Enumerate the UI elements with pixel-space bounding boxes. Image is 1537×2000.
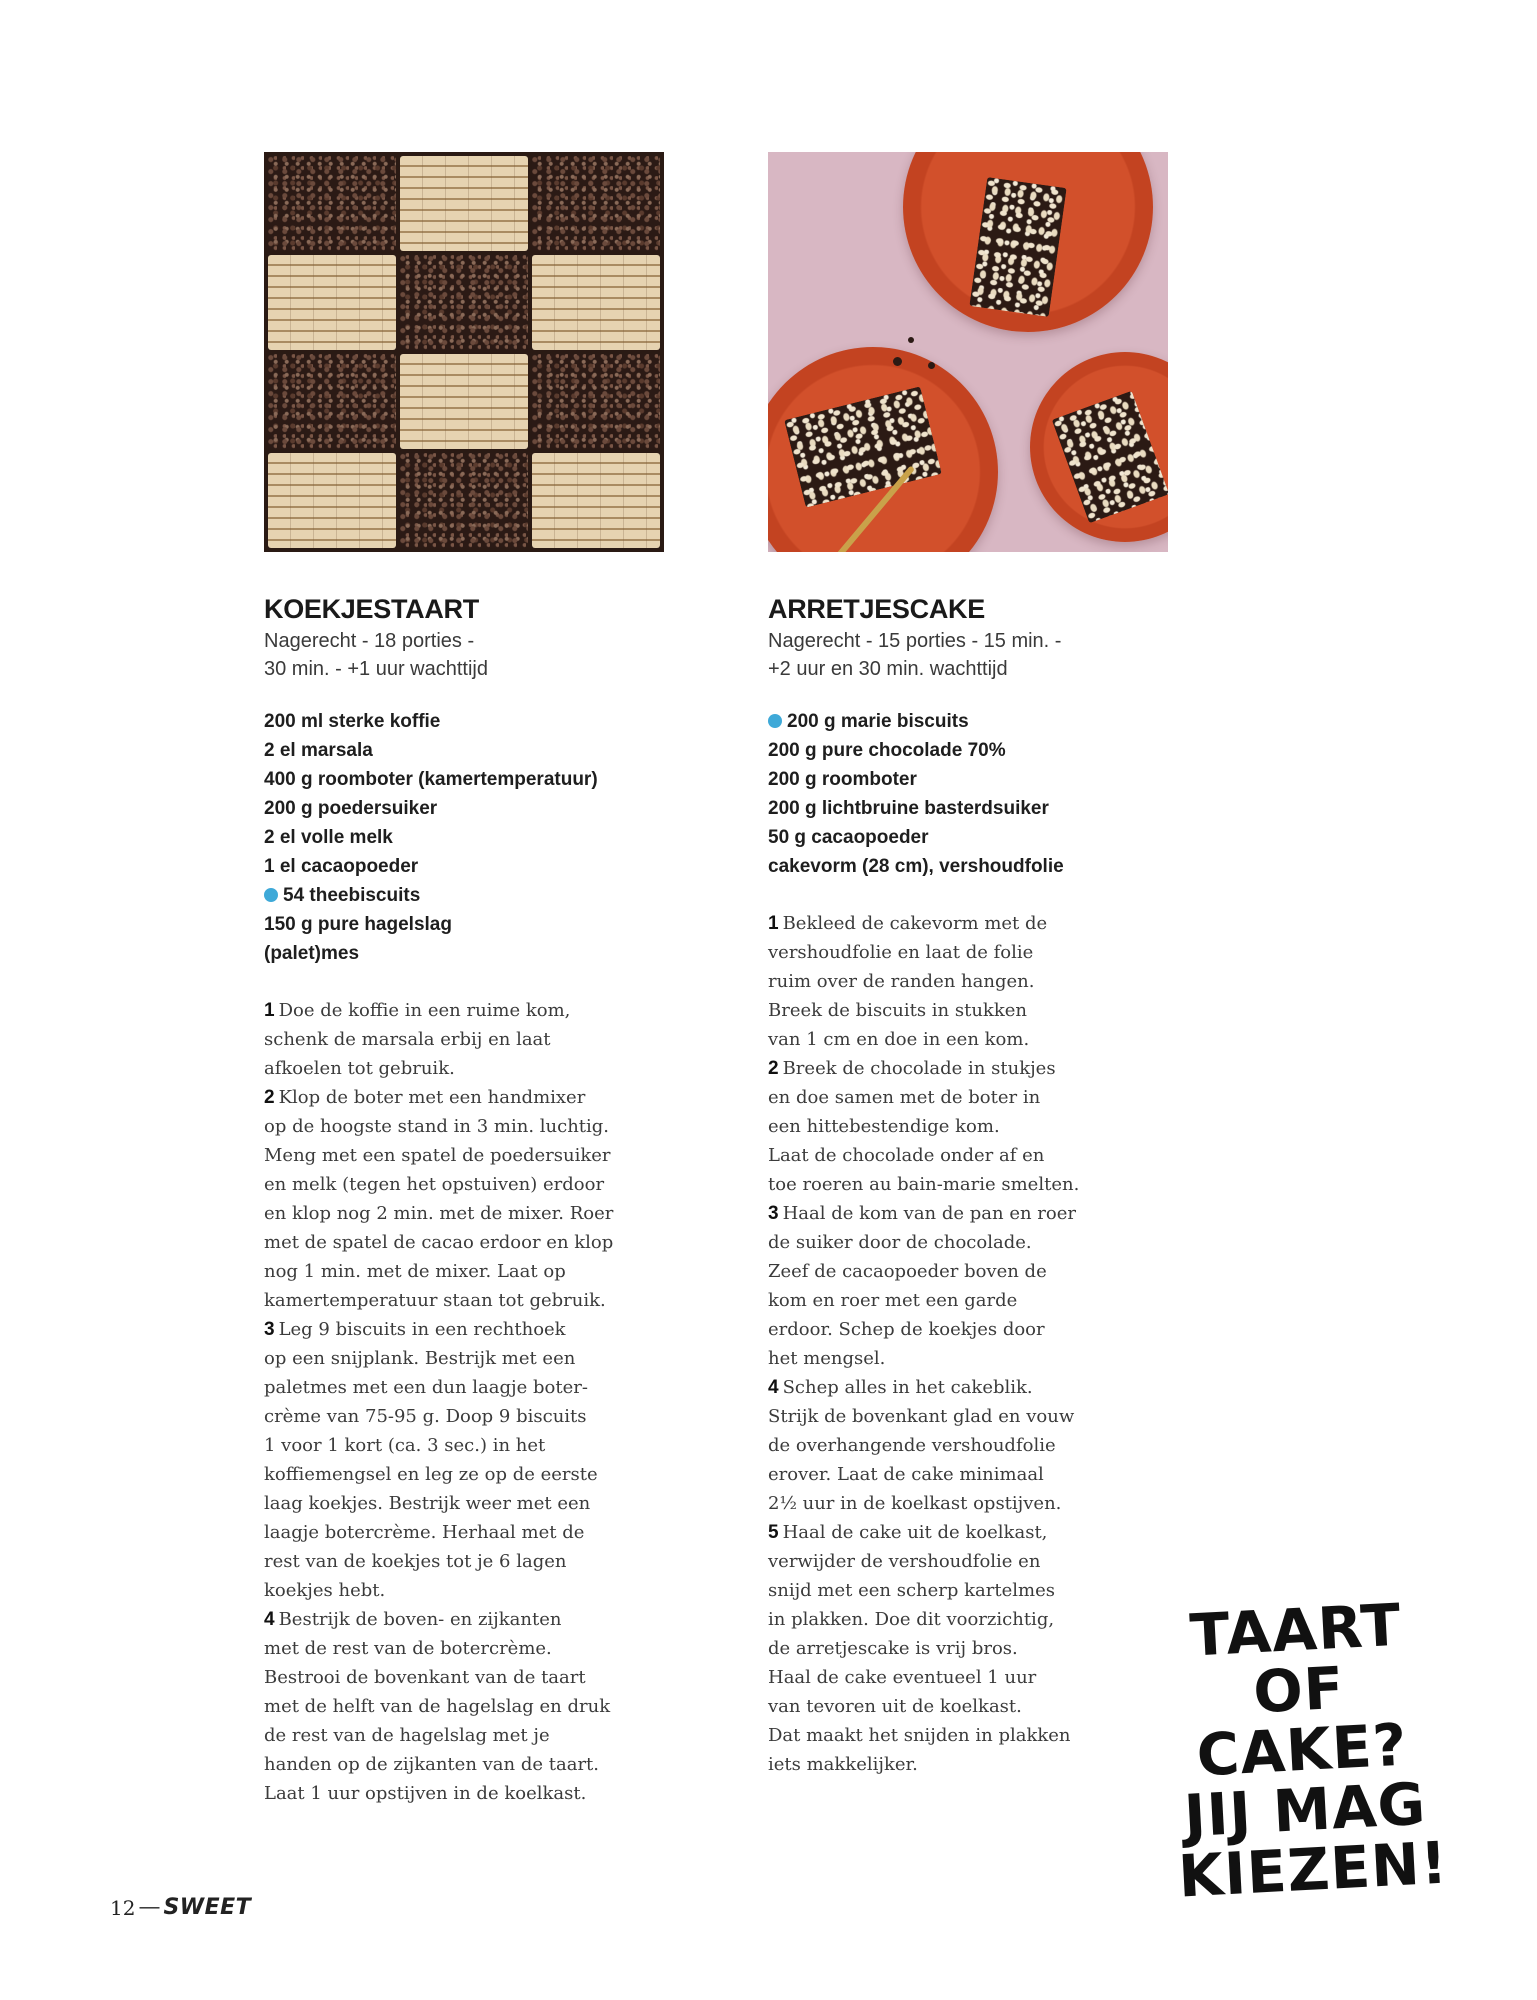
step-text: rest van de koekjes tot je 6 lagen: [264, 1551, 567, 1572]
recipe-meta: [264, 627, 664, 683]
step-text: Zeef de cacaopoeder boven de: [768, 1261, 1047, 1282]
step-text: 1 voor 1 kort (ca. 3 sec.) in het: [264, 1435, 546, 1456]
crumb: [908, 337, 914, 343]
ingredient-item: [768, 736, 1168, 765]
step-line: [264, 1054, 664, 1083]
tagline-line: OF CAKE?: [1195, 1653, 1409, 1790]
step-text: van 1 cm en doe in een kom.: [768, 1029, 1030, 1050]
step-line: [264, 1373, 664, 1402]
step-line: [768, 1489, 1168, 1518]
step-text: kom en roer met een garde: [768, 1290, 1018, 1311]
step-line: [264, 1315, 664, 1344]
step-text: paletmes met een dun laagje boter-: [264, 1377, 588, 1398]
step-line: [264, 1750, 664, 1779]
ingredient-item: [768, 823, 1168, 852]
step-number: 4: [768, 1377, 779, 1398]
ingredient-text: 200 g lichtbruine basterdsuiker: [768, 798, 1049, 819]
step-line: [768, 1605, 1168, 1634]
ingredient-text: (palet)mes: [264, 943, 360, 964]
step-number: 1: [768, 913, 779, 934]
recipe-title: ARRETJESCAKE: [768, 594, 985, 624]
recipe-meta: [768, 627, 1168, 683]
step-text: kamertemperatuur staan tot gebruik.: [264, 1290, 606, 1311]
step-text: koffiemengsel en leg ze op de eerste: [264, 1464, 598, 1485]
ingredient-text: 200 g poedersuiker: [264, 798, 438, 819]
step-text: Haal de kom van de pan en roer: [782, 1203, 1076, 1224]
step-list: [264, 996, 664, 1808]
ingredient-list: [768, 707, 1168, 881]
step-line: [768, 1199, 1168, 1228]
ingredient-text: 400 g roomboter (kamertemperatuur): [264, 769, 598, 790]
step-text: koekjes hebt.: [264, 1580, 386, 1601]
cake-tile: [268, 255, 396, 350]
step-number: 2: [768, 1058, 779, 1079]
step-line: [768, 938, 1168, 967]
ingredient-text: 200 g pure chocolade 70%: [768, 740, 1006, 761]
step-line: [768, 1634, 1168, 1663]
footer-separator: —: [139, 1896, 160, 1918]
step-text: de rest van de hagelslag met je: [264, 1725, 550, 1746]
step-line: [264, 1547, 664, 1576]
step-line: [768, 1518, 1168, 1547]
step-line: [264, 1141, 664, 1170]
step-text: erdoor. Schep de koekjes door: [768, 1319, 1045, 1340]
step-text: crème van 75-95 g. Doop 9 biscuits: [264, 1406, 587, 1427]
step-text: 2½ uur in de koelkast opstijven.: [768, 1493, 1062, 1514]
ingredient-item: [264, 707, 664, 736]
recipe-title: KOEKJESTAART: [264, 594, 479, 624]
step-line: [264, 1779, 664, 1808]
step-text: verwijder de vershoudfolie en: [768, 1551, 1041, 1572]
step-text: Klop de boter met een handmixer: [278, 1087, 586, 1108]
step-line: [264, 1228, 664, 1257]
step-line: [768, 1083, 1168, 1112]
step-number: 1: [264, 1000, 275, 1021]
step-text: vershoudfolie en laat de folie: [768, 942, 1034, 963]
step-line: [768, 1750, 1168, 1779]
step-text: met de spatel de cacao erdoor en klop: [264, 1232, 614, 1253]
ingredient-item: [768, 852, 1168, 881]
ingredient-text: cakevorm (28 cm), vershoudfolie: [768, 856, 1064, 877]
ingredient-text: 1 el cacaopoeder: [264, 856, 419, 877]
step-text: iets makkelijker.: [768, 1754, 918, 1775]
step-line: [768, 1025, 1168, 1054]
step-number: 3: [264, 1319, 275, 1340]
step-text: nog 1 min. met de mixer. Laat op: [264, 1261, 566, 1282]
cake-tile: [268, 354, 396, 449]
step-text: Doe de koffie in een ruime kom,: [278, 1000, 571, 1021]
ingredient-item: [264, 939, 664, 968]
koekjestaart-photo: [264, 152, 664, 552]
tagline-line: KIEZEN!: [1176, 1828, 1450, 1911]
step-line: [768, 1576, 1168, 1605]
step-line: [768, 967, 1168, 996]
step-line: [264, 1112, 664, 1141]
ingredient-item: [264, 852, 664, 881]
step-text: Leg 9 biscuits in een rechthoek: [278, 1319, 566, 1340]
step-line: [768, 1344, 1168, 1373]
cake-tile: [532, 255, 660, 350]
step-text: Schep alles in het cakeblik.: [782, 1377, 1033, 1398]
step-text: laagje botercrème. Herhaal met de: [264, 1522, 585, 1543]
ingredient-item: [264, 823, 664, 852]
step-line: [264, 1170, 664, 1199]
step-line: [768, 1170, 1168, 1199]
step-text: in plakken. Doe dit voorzichtig,: [768, 1609, 1055, 1630]
step-text: en doe samen met de boter in: [768, 1087, 1041, 1108]
step-line: [768, 1692, 1168, 1721]
step-text: op de hoogste stand in 3 min. luchtig.: [264, 1116, 610, 1137]
step-text: laag koekjes. Bestrijk weer met een: [264, 1493, 591, 1514]
step-line: [264, 996, 664, 1025]
crumb: [928, 362, 935, 369]
step-line: [264, 1199, 664, 1228]
cake-tile: [532, 354, 660, 449]
meta-line: Nagerecht - 18 porties -: [264, 630, 475, 652]
step-line: [768, 1315, 1168, 1344]
step-line: [768, 1402, 1168, 1431]
recipe-arretjescake: [768, 152, 1168, 1779]
step-line: [264, 1344, 664, 1373]
step-text: de suiker door de chocolade.: [768, 1232, 1032, 1253]
step-line: [768, 1373, 1168, 1402]
step-line: [768, 1721, 1168, 1750]
step-line: [264, 1576, 664, 1605]
step-text: Haal de cake eventueel 1 uur: [768, 1667, 1037, 1688]
step-text: afkoelen tot gebruik.: [264, 1058, 455, 1079]
page-footer: [110, 1895, 251, 1920]
step-line: [264, 1460, 664, 1489]
step-text: de overhangende vershoudfolie: [768, 1435, 1056, 1456]
step-text: en melk (tegen het opstuiven) erdoor: [264, 1174, 605, 1195]
step-text: het mengsel.: [768, 1348, 886, 1369]
step-text: op een snijplank. Bestrijk met een: [264, 1348, 576, 1369]
step-number: 4: [264, 1609, 275, 1630]
step-text: Breek de biscuits in stukken: [768, 1000, 1027, 1021]
step-line: [768, 1257, 1168, 1286]
step-text: en klop nog 2 min. met de mixer. Roer: [264, 1203, 614, 1224]
ingredient-text: 50 g cacaopoeder: [768, 827, 929, 848]
ingredient-item: [768, 707, 1168, 736]
step-line: [264, 1605, 664, 1634]
recipe-koekjestaart: [264, 152, 664, 1808]
step-text: handen op de zijkanten van de taart.: [264, 1754, 600, 1775]
cake-tile: [532, 156, 660, 251]
meta-line: +2 uur en 30 min. wachttijd: [768, 658, 1008, 680]
cake-tile: [400, 255, 528, 350]
tagline: [1164, 1590, 1450, 1911]
step-line: [264, 1692, 664, 1721]
step-number: 2: [264, 1087, 275, 1108]
tagline-line: JIJ MAG: [1182, 1769, 1428, 1851]
step-text: snijd met een scherp kartelmes: [768, 1580, 1055, 1601]
step-line: [264, 1286, 664, 1315]
cake-tile: [400, 156, 528, 251]
step-text: een hittebestendige kom.: [768, 1116, 1000, 1137]
step-text: schenk de marsala erbij en laat: [264, 1029, 551, 1050]
step-line: [264, 1721, 664, 1750]
step-text: erover. Laat de cake minimaal: [768, 1464, 1044, 1485]
meta-line: Nagerecht - 15 porties - 15 min. -: [768, 630, 1062, 652]
step-line: [768, 1286, 1168, 1315]
step-text: Laat 1 uur opstijven in de koelkast.: [264, 1783, 587, 1804]
info-dot-icon: [768, 714, 782, 728]
ingredient-item: [768, 794, 1168, 823]
step-line: [264, 1257, 664, 1286]
cake-tile: [268, 156, 396, 251]
page-number: 12: [110, 1895, 136, 1920]
meta-line: 30 min. - +1 uur wachttijd: [264, 658, 488, 680]
ingredient-list: [264, 707, 664, 968]
ingredient-item: [264, 765, 664, 794]
step-line: [768, 909, 1168, 938]
ingredient-text: 200 g marie biscuits: [787, 711, 969, 732]
step-line: [768, 1431, 1168, 1460]
ingredient-text: 150 g pure hagelslag: [264, 914, 452, 935]
step-text: de arretjescake is vrij bros.: [768, 1638, 1018, 1659]
step-line: [264, 1025, 664, 1054]
step-text: Bestrijk de boven- en zijkanten: [278, 1609, 562, 1630]
ingredient-text: 54 theebiscuits: [283, 885, 421, 906]
step-text: Meng met een spatel de poedersuiker: [264, 1145, 611, 1166]
step-line: [768, 1228, 1168, 1257]
step-text: Laat de chocolade onder af en: [768, 1145, 1045, 1166]
step-number: 3: [768, 1203, 779, 1224]
step-text: toe roeren au bain-marie smelten.: [768, 1174, 1080, 1195]
step-line: [768, 1112, 1168, 1141]
step-text: Strijk de bovenkant glad en vouw: [768, 1406, 1075, 1427]
ingredient-item: [264, 881, 664, 910]
step-line: [768, 1460, 1168, 1489]
step-line: [264, 1634, 664, 1663]
step-text: van tevoren uit de koelkast.: [768, 1696, 1022, 1717]
step-text: Haal de cake uit de koelkast,: [782, 1522, 1048, 1543]
step-line: [264, 1663, 664, 1692]
step-line: [768, 1547, 1168, 1576]
step-number: 5: [768, 1522, 779, 1543]
step-text: met de rest van de botercrème.: [264, 1638, 552, 1659]
step-text: Bestrooi de bovenkant van de taart: [264, 1667, 586, 1688]
step-line: [264, 1431, 664, 1460]
cake-tile: [532, 453, 660, 548]
cake-tile: [268, 453, 396, 548]
ingredient-item: [264, 736, 664, 765]
step-line: [264, 1402, 664, 1431]
step-text: Bekleed de cakevorm met de: [782, 913, 1048, 934]
ingredient-text: 2 el marsala: [264, 740, 373, 761]
step-line: [768, 1663, 1168, 1692]
step-line: [768, 996, 1168, 1025]
step-text: met de helft van de hagelslag en druk: [264, 1696, 611, 1717]
info-dot-icon: [264, 888, 278, 902]
ingredient-text: 200 g roomboter: [768, 769, 917, 790]
cake-tile: [400, 354, 528, 449]
step-list: [768, 909, 1168, 1779]
step-line: [768, 1141, 1168, 1170]
cake-tile: [400, 453, 528, 548]
arretjescake-photo: [768, 152, 1168, 552]
magazine-logo: SWEET: [163, 1895, 252, 1920]
step-line: [264, 1489, 664, 1518]
step-text: Breek de chocolade in stukjes: [782, 1058, 1056, 1079]
ingredient-text: 200 ml sterke koffie: [264, 711, 441, 732]
ingredient-item: [768, 765, 1168, 794]
ingredient-item: [264, 794, 664, 823]
step-text: ruim over de randen hangen.: [768, 971, 1035, 992]
ingredient-text: 2 el volle melk: [264, 827, 393, 848]
tagline-line: TAART: [1188, 1590, 1404, 1670]
step-line: [768, 1054, 1168, 1083]
step-line: [264, 1083, 664, 1112]
step-text: Dat maakt het snijden in plakken: [768, 1725, 1071, 1746]
crumb: [893, 357, 902, 366]
ingredient-item: [264, 910, 664, 939]
step-line: [264, 1518, 664, 1547]
